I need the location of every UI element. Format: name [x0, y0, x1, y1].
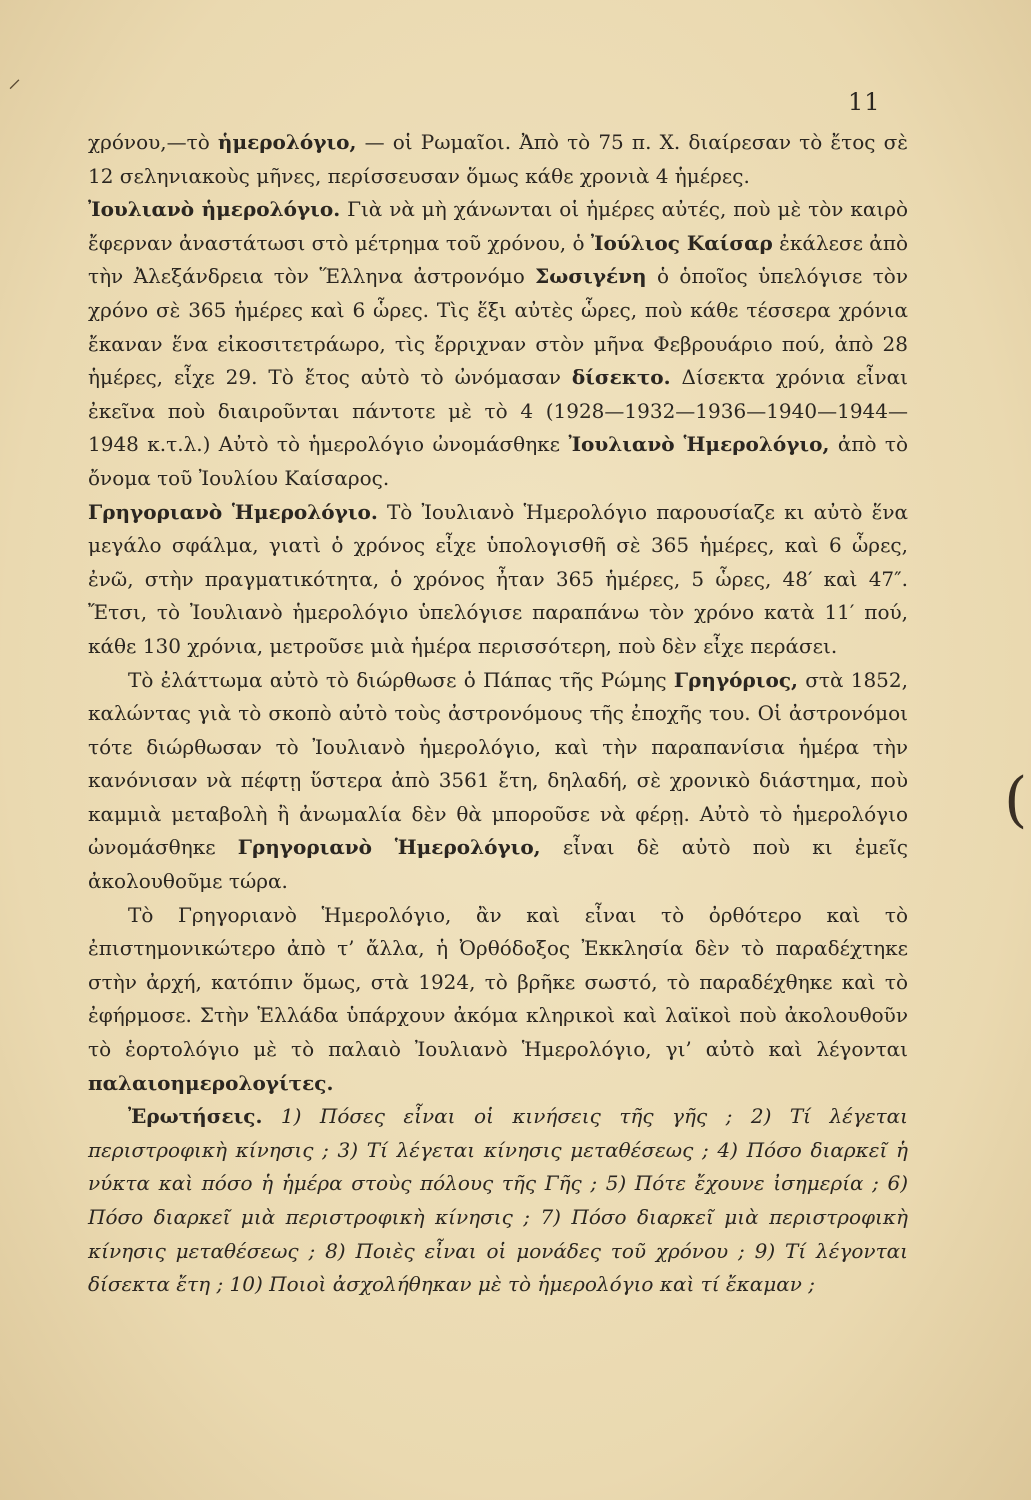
- bold-term: Γρηγοριανὸ Ἡμερολόγιο,: [237, 835, 541, 860]
- bold-term: δίσεκτο.: [571, 365, 671, 390]
- margin-mark-top: ⸝: [8, 64, 22, 94]
- questions-text: 1) Πόσες εἶναι οἱ κινήσεις τῆς γῆς ; 2) Τί λέγεται περιστροφικὴ κίνησις ; 3) Τί λέγεται κίνησις μεταθέσεως ; 4) Πόσο διαρκεῖ ἡ νύκτα καὶ πόσο ἡ ἡμέρα στοὺς πόλους τῆς Γῆς ; 5) Πότε ἔχουνε ἰσημερία ; 6) Πόσο διαρκεῖ μιὰ περιστροφικὴ κίνησις ; 7) Πόσο διαρκεῖ μιὰ περιστροφικὴ κίνησις μεταθέσεως ; 8) Ποιὲς εἶναι οἱ μονάδες τοῦ χρόνου ; 9) Τί λέγονται δίσεκτα ἔτη ; 10) Ποιοὶ ἀσχολήθηκαν μὲ τὸ ἡμερολόγιο καὶ τί ἔκαμαν ;: [88, 1104, 908, 1297]
- margin-bracket: (: [1004, 765, 1028, 835]
- page-number: 11: [848, 88, 881, 116]
- paragraph: [88, 126, 908, 193]
- bold-term: Ἰουλιανὸ ἡμερολόγιο.: [88, 197, 341, 222]
- text-run: Τὸ Ἰουλιανὸ Ἡμερολόγιο παρουσίαζε κι αὐτὸ ἕνα μεγάλο σφάλμα, γιατὶ ὁ χρόνος εἶχε ὑπολογισθῆ σὲ 365 ἡμέρες, καὶ 6 ὧρες, ἐνῶ, στὴν πραγματικότητα, ὁ χρόνος ἦταν 365 ἡμέρες, 5 ὧρες, 48′ καὶ 47″. Ἔτσι, τὸ Ἰουλιανὸ ἡμερολόγιο ὑπελόγισε παραπάνω τὸν χρόνο κατὰ 11′ πού, κάθε 130 χρόνια, μετροῦσε μιὰ ἡμέρα περισσότερη, ποὺ δὲν εἶχε περάσει.: [88, 499, 908, 658]
- text-run: ἀπὸ τὸ ὄνομα τοῦ Ἰουλίου Καίσαρος.: [88, 432, 909, 490]
- bold-term: ἡμερολόγιο,: [217, 130, 357, 154]
- text-run: — οἱ Ρωμαῖοι. Ἀπὸ τὸ 75 π. Χ. διαίρεσαν τὸ ἔτος σὲ 12 σεληνιακοὺς μῆνες, περίσσευσαν ὅμως κάθε χρονιὰ 4 ἡμέρες.: [88, 130, 908, 188]
- questions-label: Ἐρωτήσεις.: [128, 1104, 263, 1129]
- bold-term: Ἰούλιος Καίσαρ: [590, 230, 773, 255]
- bold-term: Ἰουλιανὸ Ἡμερολόγιο,: [568, 432, 830, 457]
- text-run: χρόνου,—τὸ: [88, 130, 218, 154]
- text-run: Τὸ Γρηγοριανὸ Ἡμερολόγιο, ἂν καὶ εἶναι τὸ ὀρθότερο καὶ τὸ ἐπιστημονικώτερο ἀπὸ τ’ ἄλλα, ἡ Ὀρθόδοξος Ἐκκλησία δὲν τὸ παραδέχτηκε στὴν ἀρχή, κατόπιν ὅμως, στὰ 1924, τὸ βρῆκε σωστό, τὸ παραδέχθηκε καὶ τὸ ἐφήρμοσε. Στὴν Ἑλλάδα ὑπάρχουν ἀκόμα κληρικοὶ καὶ λαϊκοὶ ποὺ ἀκολουθοῦν τὸ ἑορτολόγιο μὲ τὸ παλαιὸ Ἰουλιανὸ Ἡμερολόγιο, γι’ αὐτὸ καὶ λέγονται: [88, 902, 908, 1062]
- text-run: Γιὰ νὰ μὴ χάνωνται οἱ ἡμέρες αὐτές, ποὺ μὲ τὸν καιρὸ ἔφερναν ἀναστάτωσι στὸ μέτρημα τοῦ χρόνου, ὁ: [88, 197, 908, 255]
- text-run: εἶναι δὲ αὐτὸ ποὺ κι ἐμεῖς ἀκολουθοῦμε τώρα.: [88, 835, 908, 894]
- bold-term: Σωσιγένη: [535, 264, 647, 289]
- text-run: Δίσεκτα χρόνια εἶναι ἐκεῖνα ποὺ διαιροῦνται πάντοτε μὲ τὸ 4 (1928—1932—1936—1940—1944—1948 κ.τ.λ.) Αὐτὸ τὸ ἡμερολόγιο ὠνομάσθηκε: [88, 365, 908, 457]
- bold-term: Γρηγοριανὸ Ἡμερολόγιο.: [88, 499, 378, 524]
- questions-paragraph: [88, 1100, 908, 1302]
- bold-term: Γρηγόριος,: [673, 667, 798, 692]
- text-run: ὁ ὁποῖος ὑπελόγισε τὸν χρόνο σὲ 365 ἡμέρες καὶ 6 ὧρες. Τὶς ἕξι αὐτὲς ὧρες, ποὺ κάθε τέσσερα χρόνια ἔκαναν ἕνα εἰκοσιτετράωρο, τὶς ἔρριχναν στὸν μῆνα Φεβρουάριο πού, ἀπὸ 28 ἡμέρες, εἶχε 29. Τὸ ἔτος αὐτὸ τὸ ὠνόμασαν: [88, 264, 909, 390]
- paragraph: [88, 193, 908, 495]
- paragraph: [88, 899, 908, 1101]
- text-run: στὰ 1852, καλώντας γιὰ τὸ σκοπὸ αὐτὸ τοὺς ἀστρονόμους τῆς ἐποχῆς του. Οἱ ἀστρονόμοι τότε διώρθωσαν τὸ Ἰουλιανὸ ἡμερολόγιο, καὶ τὴν παραπανίσια ἡμέρα τὴν κανόνισαν νὰ πέφτῃ ὕστερα ἀπὸ 3561 ἔτη, δηλαδή, σὲ χρονικὸ διάστημα, ποὺ καμμιὰ μεταβολὴ ἢ ἀνωμαλία δὲν θὰ μποροῦσε νὰ φέρῃ. Αὐτὸ τὸ ἡμερολόγιο ὠνομάσθηκε: [88, 667, 908, 860]
- paragraph: [88, 496, 908, 664]
- text-run: Τὸ ἐλάττωμα αὐτὸ τὸ διώρθωσε ὁ Πάπας τῆς Ρώμης: [128, 667, 674, 692]
- bold-term: παλαιοημερολογίτες.: [88, 1070, 334, 1095]
- body-text: [88, 126, 908, 1302]
- paragraph: [88, 664, 908, 899]
- text-run: ἐκάλεσε ἀπὸ τὴν Ἀλεξάνδρεια τὸν Ἕλληνα ἀστρονόμο: [88, 230, 908, 289]
